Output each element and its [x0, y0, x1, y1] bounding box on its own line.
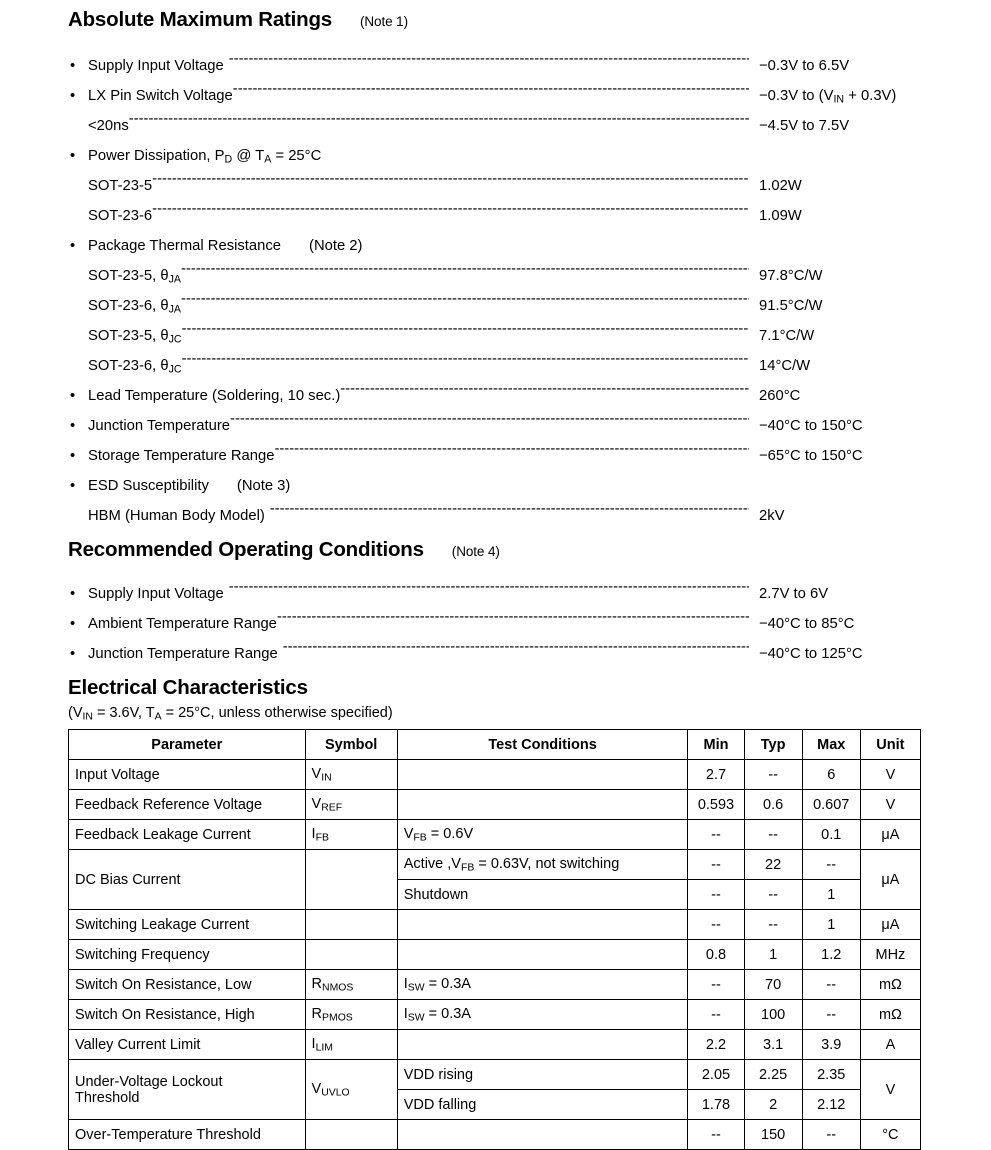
leader-dots: [129, 100, 749, 130]
recommended-operating-conditions-list: [0, 568, 991, 662]
table-row: [69, 820, 921, 850]
cell-symbol: $V_{IN}$: [305, 760, 397, 790]
bullet-icon: •: [70, 646, 76, 662]
rating-label: SOT-23-6, $\theta_{JC}$: [88, 358, 182, 376]
rating-value: 1.02W: [759, 178, 802, 194]
table-row: [69, 850, 921, 880]
rating-note: (Note 3): [236, 478, 291, 494]
cell-unit: A: [860, 1030, 920, 1060]
cell-typ: --: [744, 760, 802, 790]
bullet-icon: •: [70, 148, 76, 164]
cell-max: --: [802, 1000, 860, 1030]
rating-value: −40°C to 150°C: [759, 418, 863, 434]
rating-note: (Note 2): [309, 238, 363, 254]
rating-value: −40°C to 85°C: [759, 616, 855, 632]
cell-min: 0.8: [688, 940, 744, 970]
leader-dots: [224, 568, 749, 598]
leader-dots: [152, 160, 749, 190]
cell-unit: V: [860, 790, 920, 820]
cell-unit: V: [860, 1060, 920, 1120]
cell-test-conditions: $I_{SW} = 0.3A$: [397, 1000, 688, 1030]
cell-parameter: Feedback Leakage Current: [69, 820, 306, 850]
cell-parameter: Input Voltage: [69, 760, 306, 790]
rating-label: Storage Temperature Range: [88, 448, 275, 464]
rating-label: Supply Input Voltage: [88, 586, 224, 602]
bullet-icon: •: [70, 418, 76, 434]
cell-unit: mΩ: [860, 1000, 920, 1030]
cell-min: --: [688, 880, 744, 910]
cell-test-conditions: [397, 1120, 688, 1150]
bullet-icon: •: [70, 616, 76, 632]
cell-typ: 0.6: [744, 790, 802, 820]
section-title: Absolute Maximum Ratings: [68, 8, 333, 31]
cell-unit: μA: [860, 820, 920, 850]
cell-symbol: $I_{FB}$: [305, 820, 397, 850]
leader-dots: [277, 598, 749, 628]
absolute-maximum-ratings-heading: [68, 8, 991, 32]
rating-label: Lead Temperature (Soldering, 10 sec.): [88, 388, 341, 404]
cell-unit: mΩ: [860, 970, 920, 1000]
cell-max: 2.35: [802, 1060, 860, 1090]
table-row: [69, 1000, 921, 1030]
cell-test-conditions: Active $,V_{FB} = 0.63V$, not switching: [397, 850, 688, 880]
table-row: [69, 790, 921, 820]
cell-test-conditions: $V_{FB} = 0.6V$: [397, 820, 688, 850]
cell-min: --: [688, 910, 744, 940]
rating-label: ESD Susceptibility: [88, 478, 209, 494]
rating-label: Junction Temperature: [88, 418, 231, 434]
bullet-icon: •: [70, 586, 76, 602]
table-row: [69, 1120, 921, 1150]
rating-value: 97.8°C/W: [759, 268, 823, 284]
table-body: [69, 760, 921, 1150]
section-title: Recommended Operating Conditions: [68, 538, 424, 561]
cell-unit: V: [860, 760, 920, 790]
table-row: [69, 970, 921, 1000]
cell-parameter: Switch On Resistance, Low: [69, 970, 306, 1000]
cell-symbol: $R_{NMOS}$: [305, 970, 397, 1000]
bullet-icon: •: [70, 238, 76, 254]
cell-parameter: Feedback Reference Voltage: [69, 790, 306, 820]
cell-typ: 1: [744, 940, 802, 970]
leader-dots: [278, 628, 749, 658]
rating-label: Junction Temperature Range: [88, 646, 278, 662]
rating-value: 2.7V to 6V: [759, 586, 829, 602]
rating-label: <20ns: [88, 118, 129, 134]
rating-label: Supply Input Voltage: [88, 58, 224, 74]
leader-dots: [265, 490, 749, 520]
cell-typ: 150: [744, 1120, 802, 1150]
leader-dots: [290, 460, 749, 490]
cell-max: 1.2: [802, 940, 860, 970]
rating-value: −40°C to 125°C: [759, 646, 863, 662]
cell-parameter: Switching Leakage Current: [69, 910, 306, 940]
cell-max: --: [802, 1120, 860, 1150]
rating-label: Ambient Temperature Range: [88, 616, 277, 632]
leader-dots: [152, 190, 749, 220]
cell-symbol: [305, 940, 397, 970]
cell-typ: 2.25: [744, 1060, 802, 1090]
cell-min: --: [688, 1000, 744, 1030]
cell-parameter: Valley Current Limit: [69, 1030, 306, 1060]
rating-label: SOT-23-5, $\theta_{JC}$: [88, 328, 182, 346]
cell-symbol: $R_{PMOS}$: [305, 1000, 397, 1030]
leader-dots: [230, 400, 749, 430]
cell-typ: 22: [744, 850, 802, 880]
cell-min: 2.7: [688, 760, 744, 790]
leader-dots: [274, 430, 749, 460]
bullet-icon: •: [70, 88, 76, 104]
cell-parameter: DC Bias Current: [69, 850, 306, 910]
cell-typ: 100: [744, 1000, 802, 1030]
cell-symbol: $I_{LIM}$: [305, 1030, 397, 1060]
rating-label: SOT-23-5, $\theta_{JA}$: [88, 268, 182, 286]
cell-min: 1.78: [688, 1090, 744, 1120]
leader-dots: [340, 370, 749, 400]
rating-value: −0.3V to $(V_{IN} + 0.3V)$: [759, 88, 897, 106]
cell-symbol: [305, 1120, 397, 1150]
cell-min: --: [688, 820, 744, 850]
recommended-operating-conditions-heading: [68, 538, 991, 562]
cell-typ: 2: [744, 1090, 802, 1120]
cell-symbol: [305, 850, 397, 910]
rating-row: [0, 40, 991, 74]
cell-parameter: Under-Voltage Lockout Threshold: [69, 1060, 306, 1120]
table-header-row: [69, 730, 921, 760]
rating-value: 91.5°C/W: [759, 298, 823, 314]
rating-label: LX Pin Switch Voltage: [88, 88, 233, 104]
cell-unit: MHz: [860, 940, 920, 970]
electrical-characteristics-table: [68, 729, 921, 1150]
cell-parameter: Over-Temperature Threshold: [69, 1120, 306, 1150]
rating-label: SOT-23-5: [88, 178, 153, 194]
table-row: [69, 910, 921, 940]
cell-test-conditions: VDD falling: [397, 1090, 688, 1120]
cell-max: --: [802, 970, 860, 1000]
cell-symbol: [305, 910, 397, 940]
column-header-symbol: Symbol: [305, 730, 397, 760]
leader-dots: [182, 340, 749, 370]
rating-row: [0, 568, 991, 602]
absolute-maximum-ratings-list: [0, 40, 991, 524]
bullet-icon: •: [70, 388, 76, 404]
column-header-min: Min: [688, 730, 744, 760]
cell-test-conditions: [397, 940, 688, 970]
leader-dots: [233, 70, 749, 100]
rating-value: 14°C/W: [759, 358, 811, 374]
rating-label: Package Thermal Resistance: [88, 238, 282, 254]
section-title: Electrical Characteristics: [68, 676, 308, 699]
bullet-icon: •: [70, 448, 76, 464]
rating-label: HBM (Human Body Model): [88, 508, 265, 524]
cell-max: 3.9: [802, 1030, 860, 1060]
cell-min: --: [688, 850, 744, 880]
cell-typ: 3.1: [744, 1030, 802, 1060]
table-row: [69, 1060, 921, 1090]
cell-max: 1: [802, 910, 860, 940]
leader-dots: [362, 220, 749, 250]
bullet-icon: •: [70, 478, 76, 494]
rating-label: SOT-23-6: [88, 208, 153, 224]
cell-test-conditions: [397, 790, 688, 820]
cell-max: --: [802, 850, 860, 880]
electrical-characteristics-heading: [68, 676, 991, 700]
cell-typ: --: [744, 820, 802, 850]
cell-test-conditions: VDD rising: [397, 1060, 688, 1090]
cell-min: 0.593: [688, 790, 744, 820]
cell-max: 0.1: [802, 820, 860, 850]
cell-max: 6: [802, 760, 860, 790]
rating-value: 1.09W: [759, 208, 802, 224]
cell-min: 2.05: [688, 1060, 744, 1090]
leader-dots: [321, 130, 749, 160]
rating-value: −4.5V to 7.5V: [759, 118, 850, 134]
section-note: (Note 4): [451, 544, 500, 559]
cell-max: 1: [802, 880, 860, 910]
leader-dots: [224, 40, 749, 70]
column-header-unit: Unit: [860, 730, 920, 760]
cell-unit: μA: [860, 910, 920, 940]
cell-symbol: $V_{REF}$: [305, 790, 397, 820]
leader-dots: [181, 280, 749, 310]
rating-value: 2kV: [759, 508, 785, 524]
cell-symbol: $V_{UVLO}$: [305, 1060, 397, 1120]
table-row: [69, 1030, 921, 1060]
bullet-icon: •: [70, 58, 76, 74]
cell-unit: °C: [860, 1120, 920, 1150]
table-row: [69, 940, 921, 970]
cell-typ: --: [744, 880, 802, 910]
cell-test-conditions: [397, 910, 688, 940]
rating-value: −0.3V to 6.5V: [759, 58, 850, 74]
column-header-test-conditions: Test Conditions: [397, 730, 688, 760]
cell-test-conditions: Shutdown: [397, 880, 688, 910]
cell-min: 2.2: [688, 1030, 744, 1060]
column-header-max: Max: [802, 730, 860, 760]
cell-typ: --: [744, 910, 802, 940]
cell-test-conditions: [397, 760, 688, 790]
cell-parameter: Switching Frequency: [69, 940, 306, 970]
leader-dots: [182, 310, 749, 340]
rating-label: Power Dissipation, $P_D$ @ $T_A = 25^\circ C$: [88, 148, 322, 166]
cell-test-conditions: [397, 1030, 688, 1060]
electrical-characteristics-conditions: ($V_{IN} = 3.6V$, $T_A = 25^\circ C$, unless otherwise specified): [68, 705, 393, 723]
leader-dots: [181, 250, 749, 280]
cell-min: --: [688, 1120, 744, 1150]
column-header-typ: Typ: [744, 730, 802, 760]
cell-typ: 70: [744, 970, 802, 1000]
cell-parameter: Switch On Resistance, High: [69, 1000, 306, 1030]
cell-max: 0.607: [802, 790, 860, 820]
cell-max: 2.12: [802, 1090, 860, 1120]
cell-test-conditions: $I_{SW} = 0.3A$: [397, 970, 688, 1000]
rating-value: 7.1°C/W: [759, 328, 815, 344]
rating-value: −65°C to 150°C: [759, 448, 863, 464]
cell-min: --: [688, 970, 744, 1000]
section-note: (Note 1): [360, 14, 408, 29]
column-header-parameter: Parameter: [69, 730, 306, 760]
cell-unit: μA: [860, 850, 920, 910]
rating-value: 260°C: [759, 388, 801, 404]
rating-label: SOT-23-6, $\theta_{JA}$: [88, 298, 182, 316]
table-row: [69, 760, 921, 790]
